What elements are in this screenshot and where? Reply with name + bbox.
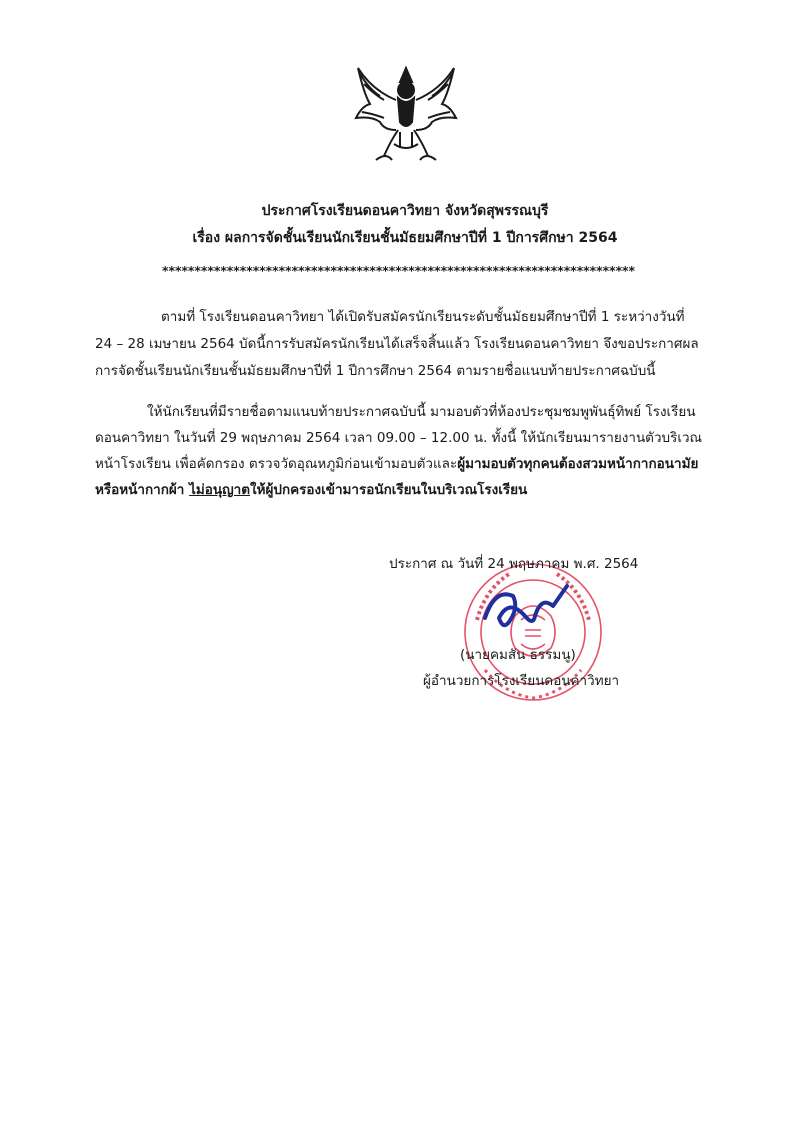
announcement-title: ประกาศโรงเรียนดอนคาวิทยา จังหวัดสุพรรณบุรี xyxy=(261,203,549,219)
paragraph-2-line-3 xyxy=(95,452,698,474)
paragraph-2-line-4 xyxy=(95,478,527,500)
mask-requirement-text: ผู้มามอบตัวทุกคนต้องสวมหน้ากากอนามัย xyxy=(457,456,699,472)
paragraph-1-line-1: ตามที่ โรงเรียนดอนคาวิทยา ได้เปิดรับสมัครนักเรียนระดับชั้นมัธยมศึกษาปีที่ 1 ระหว่างวันที่ xyxy=(161,309,685,325)
paragraph-2-line-2: ดอนคาวิทยา ในวันที่ 29 พฤษภาคม 2564 เวลา 09.00 – 12.00 น. ทั้งนี้ ให้นักเรียนมารายงานตัวบริเวณ xyxy=(95,430,703,446)
paragraph-2-line-1: ให้นักเรียนที่มีรายชื่อตามแนบท้ายประกาศฉบับนี้ มามอบตัวที่ห้องประชุมชมพูพันธุ์ทิพย์ โรงเรียน xyxy=(147,404,696,420)
paragraph-1-line-2: 24 – 28 เมษายน 2564 บัดนี้การรับสมัครนักเรียนได้เสร็จสิ้นแล้ว โรงเรียนดอนคาวิทยา จึงขอประกาศผล xyxy=(95,336,699,352)
announcement-date: ประกาศ ณ วันที่ 24 พฤษภาคม พ.ศ. 2564 xyxy=(389,556,639,572)
screening-text: หน้าโรงเรียน เพื่อคัดกรอง ตรวจวัดอุณหภูมิก่อนเข้ามอบตัวและ xyxy=(95,456,458,472)
cloth-mask-text: หรือหน้ากากผ้า xyxy=(95,482,190,498)
signer-position: ผู้อำนวยการโรงเรียนดอนคาวิทยา xyxy=(423,673,620,689)
announcement-subject: เรื่อง ผลการจัดชั้นเรียนนักเรียนชั้นมัธยมศึกษาปีที่ 1 ปีการศึกษา 2564 xyxy=(192,230,618,246)
signer-name: (นายคมสัน ธรรมนู) xyxy=(460,647,576,663)
not-allowed-text: ไม่อนุญาต xyxy=(189,482,250,498)
paragraph-1-line-3: การจัดชั้นเรียนนักเรียนชั้นมัธยมศึกษาปีที่ 1 ปีการศึกษา 2564 ตามรายชื่อแนบท้ายประกาศฉบับนี้ xyxy=(95,363,656,379)
parents-restriction-text: ให้ผู้ปกครองเข้ามารอนักเรียนในบริเวณโรงเรียน xyxy=(249,482,528,498)
garuda-emblem xyxy=(350,60,462,172)
separator-line: ************************************************************************* xyxy=(162,263,636,278)
